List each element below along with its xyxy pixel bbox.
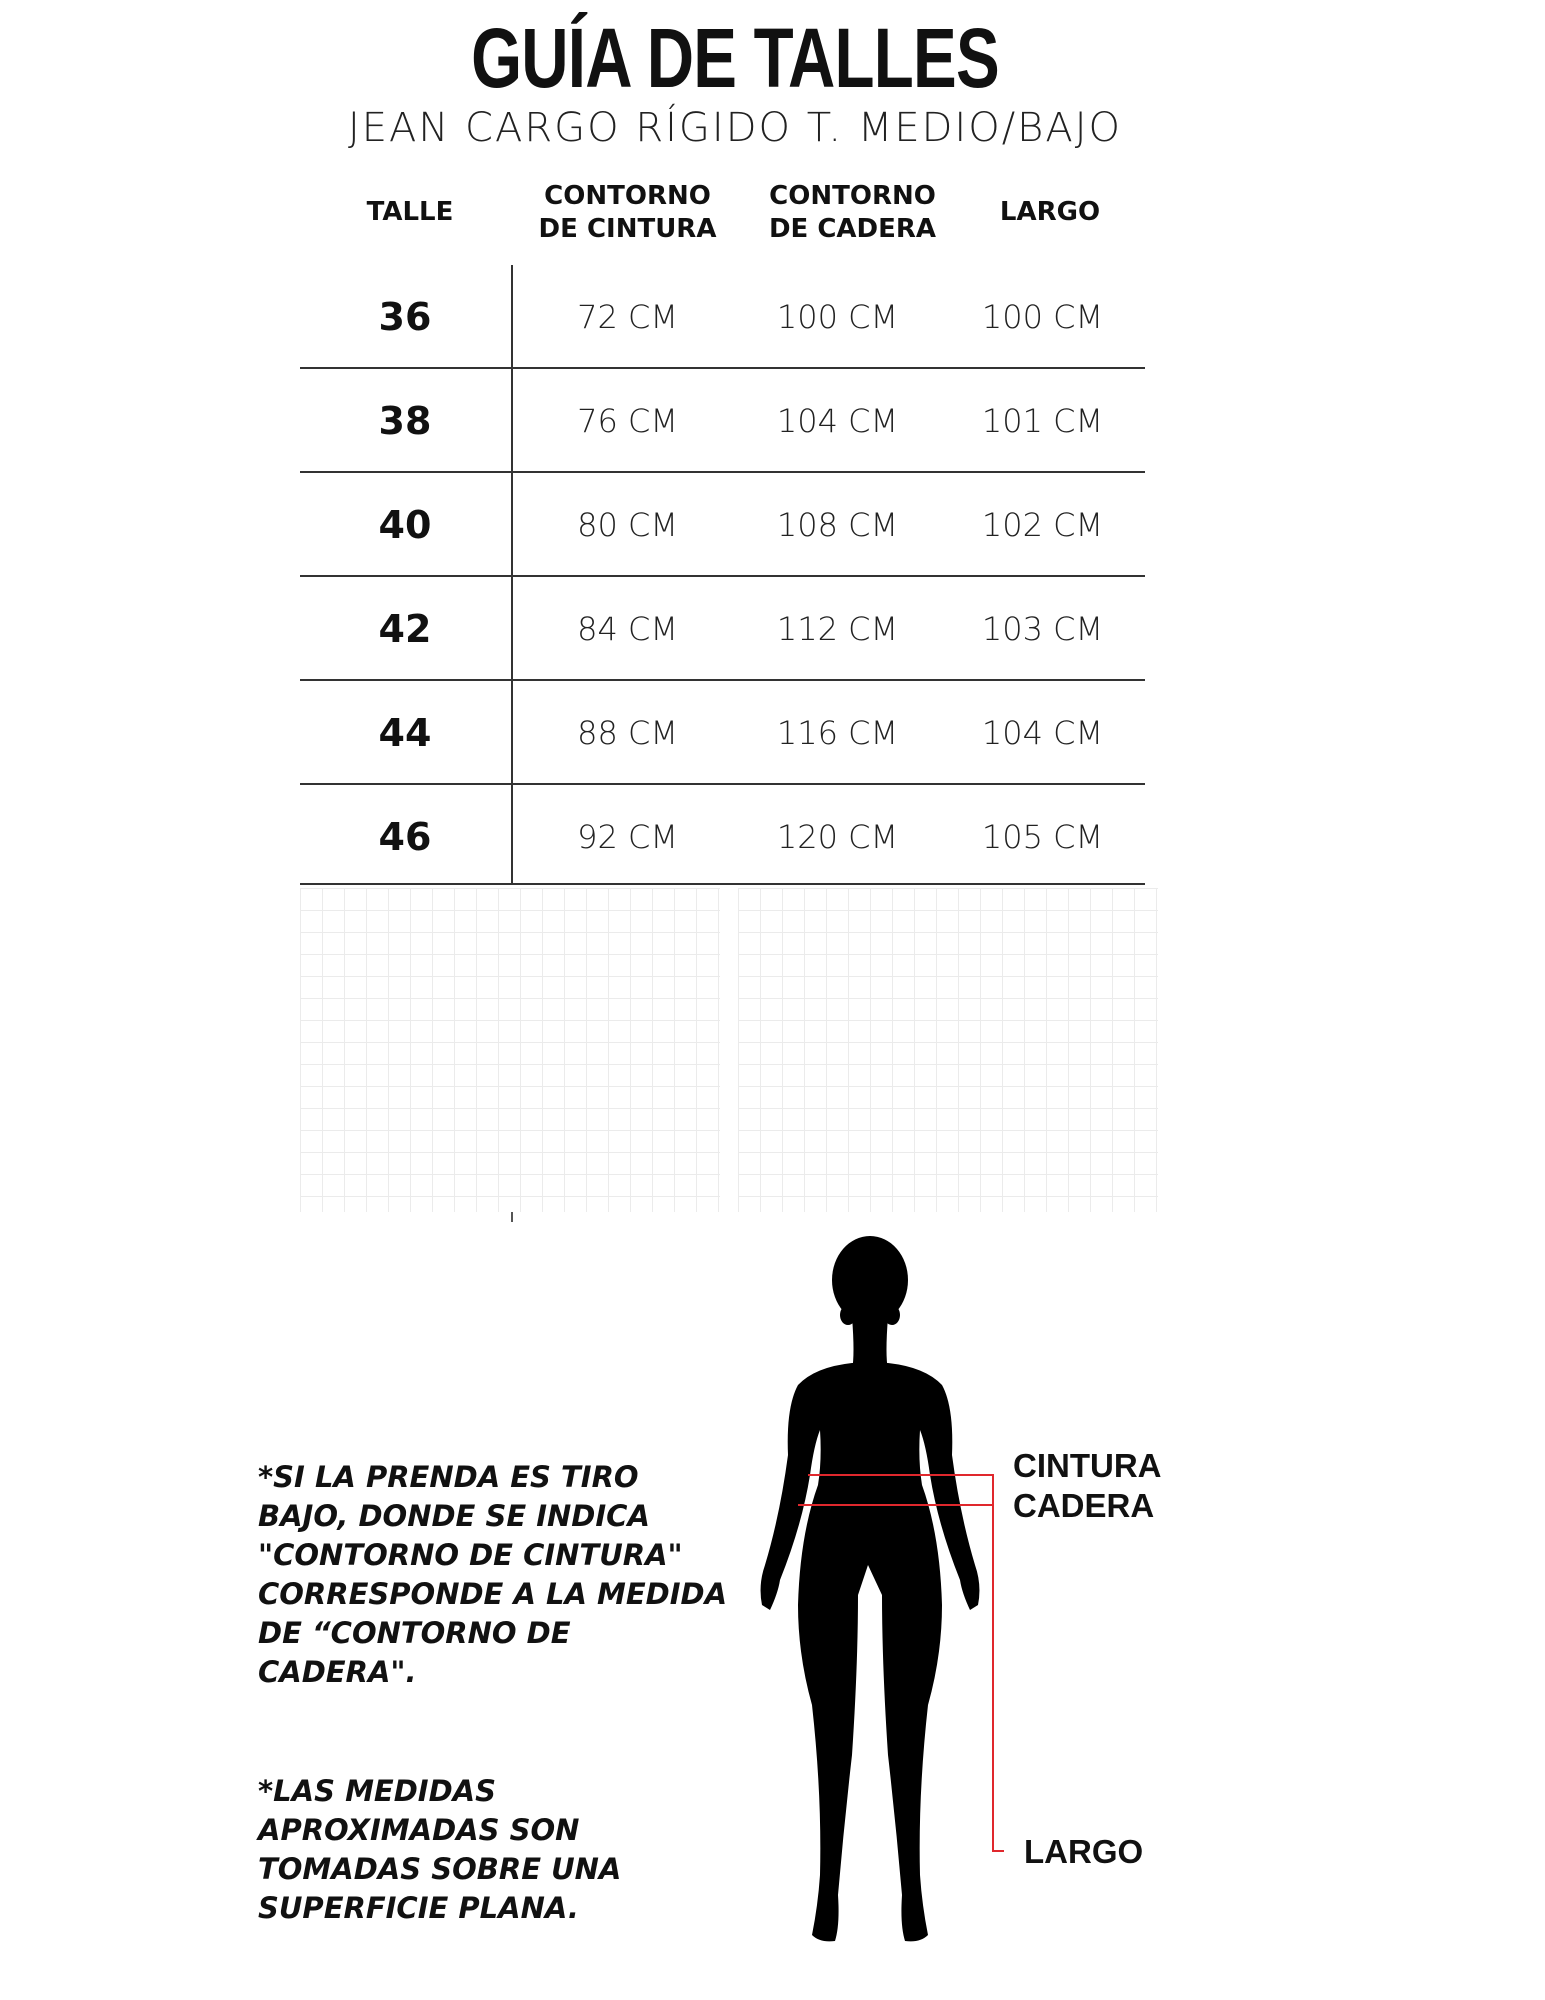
note-flat-measure: *LAS MEDIDAS APROXIMADAS SON TOMADAS SOBRE UNA SUPERFICIE PLANA. (258, 1774, 622, 1925)
hip-cell: 100 CM (776, 297, 899, 336)
hip-measure-line (798, 1504, 994, 1506)
header-cadera (750, 180, 955, 246)
hip-cell: 116 CM (776, 713, 899, 752)
size-cell: 38 (378, 398, 432, 443)
header-largo (975, 196, 1125, 229)
column-divider (511, 265, 513, 885)
table-row (300, 577, 1145, 680)
waist-cell: 72 CM (577, 297, 678, 336)
waist-cell: 80 CM (577, 505, 678, 544)
length-cell: 101 CM (981, 401, 1104, 440)
length-cell: 104 CM (981, 713, 1104, 752)
length-cell: 105 CM (981, 817, 1104, 856)
size-cell: 46 (378, 814, 432, 859)
hip-cell: 104 CM (776, 401, 899, 440)
note-low-rise: *SI LA PRENDA ES TIRO BAJO, DONDE SE INDICA "CONTORNO DE CINTURA" CORRESPONDE A LA MEDIDA DE “CONTORNO DE CADERA". (258, 1460, 728, 1689)
length-measure-line (992, 1474, 994, 1852)
hip-cell: 108 CM (776, 505, 899, 544)
waist-cell: 88 CM (577, 713, 678, 752)
length-cell: 103 CM (981, 609, 1104, 648)
header-talle-text: TALLE (366, 197, 454, 227)
table-row (300, 681, 1145, 784)
length-cell: 102 CM (981, 505, 1104, 544)
grid-background-right (738, 888, 1158, 1212)
header-cintura (525, 180, 730, 246)
length-measure-tick (992, 1850, 1004, 1852)
label-cintura: CINTURA (1013, 1447, 1162, 1484)
page-title: GUÍA DE TALLES (471, 11, 999, 105)
table-row (300, 473, 1145, 576)
table-row (300, 265, 1145, 368)
size-cell: 36 (378, 294, 432, 339)
length-cell: 100 CM (981, 297, 1104, 336)
size-cell: 44 (378, 710, 432, 755)
hip-cell: 112 CM (776, 609, 899, 648)
row-divider (300, 883, 1145, 885)
divider-tick (511, 1212, 513, 1222)
grid-background-left (300, 888, 720, 1212)
waist-cell: 92 CM (577, 817, 678, 856)
header-cintura-line1: CONTORNO (544, 181, 711, 211)
table-row (300, 785, 1145, 888)
waist-cell: 76 CM (577, 401, 678, 440)
body-silhouette-icon (740, 1235, 1000, 1955)
table-row (300, 369, 1145, 472)
hip-cell: 120 CM (776, 817, 899, 856)
waist-cell: 84 CM (577, 609, 678, 648)
header-largo-text: LARGO (999, 197, 1101, 227)
label-cadera: CADERA (1013, 1487, 1155, 1524)
header-cadera-line1: CONTORNO (769, 181, 936, 211)
size-cell: 40 (378, 502, 432, 547)
waist-measure-line (808, 1474, 994, 1476)
label-largo: LARGO (1024, 1833, 1144, 1870)
header-cintura-line2: DE CINTURA (538, 214, 717, 244)
header-talle (335, 196, 485, 229)
page-subtitle: JEAN CARGO RÍGIDO T. MEDIO/BAJO (347, 105, 1123, 151)
size-cell: 42 (378, 606, 432, 651)
header-cadera-line2: DE CADERA (768, 214, 937, 244)
